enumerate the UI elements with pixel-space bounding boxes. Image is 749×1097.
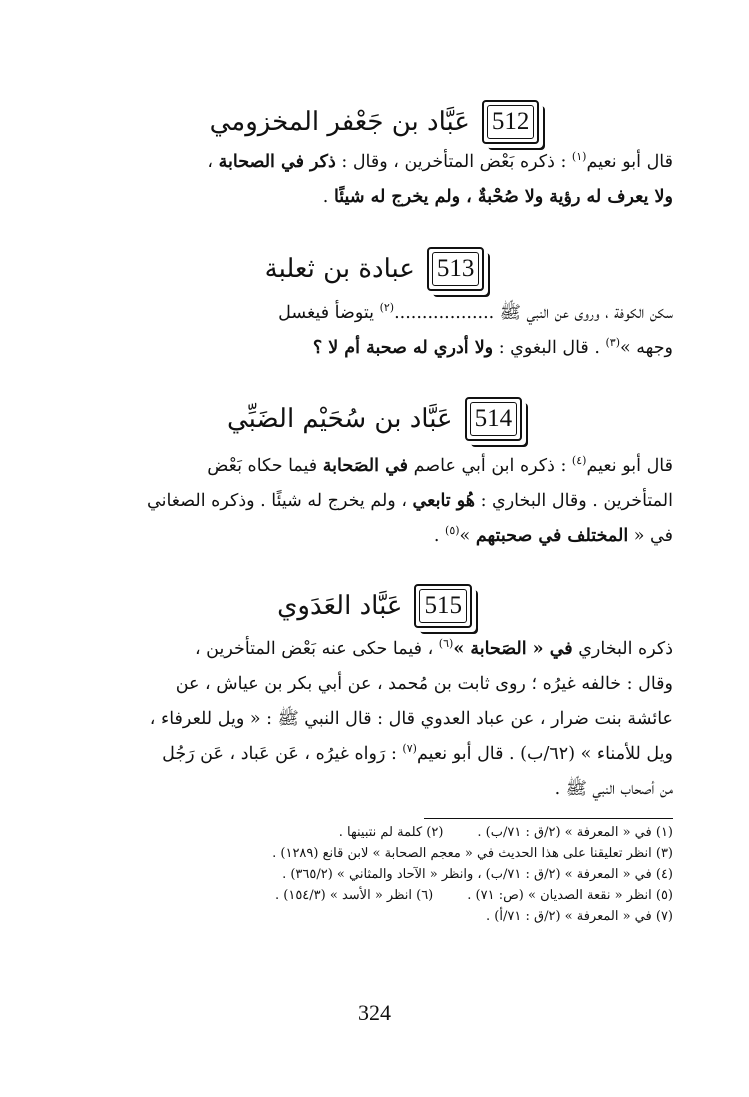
footnote: (١) في « المعرفة » (٢/ق : ٧١/ب) . xyxy=(477,825,673,840)
text-run: سكن الكوفة ، وروى عن النبي ﷺ .................. xyxy=(394,303,673,323)
entry-number-box: 515 xyxy=(414,584,472,628)
text-run: . xyxy=(322,187,334,207)
footnote: (٧) في « المعرفة » (٢/ق : ٧١/أ) . xyxy=(486,909,673,924)
bold-phrase: في الصَحابة xyxy=(322,456,409,476)
text-run: ، فيما حكى عنه بَعْض المتأخرين ، xyxy=(194,639,439,659)
text-line xyxy=(68,772,673,807)
footnote-line xyxy=(68,864,673,885)
footnote: (٢) كلمة لم نتبينها . xyxy=(338,825,444,840)
entry-number-box: 512 xyxy=(482,100,540,144)
bold-phrase: في « الصَحابة » xyxy=(453,639,573,659)
text-line xyxy=(68,296,673,331)
text-run: : ذكره ابن أبي عاصم xyxy=(408,456,572,476)
text-run: فيما حكاه بَعْض xyxy=(207,456,323,476)
text-run: ذكره البخاري xyxy=(572,639,673,659)
text-line xyxy=(68,519,673,554)
text-line xyxy=(68,484,673,519)
text-run: يتوضأ فيغسل xyxy=(278,303,380,323)
footnote-ref: (٣) xyxy=(605,336,620,350)
footnotes xyxy=(68,822,673,927)
page-number: 324 xyxy=(358,1000,391,1025)
text-run: قال أبو نعيم xyxy=(586,152,673,172)
footnote-ref: (١) xyxy=(571,150,587,164)
bold-phrase: هُو تابعي xyxy=(412,491,476,511)
text-line xyxy=(68,702,673,737)
text-run: . قال البغوي : xyxy=(493,338,606,358)
text-line xyxy=(68,145,673,180)
text-run: ويل للأمناء » (٦٢/ب) . قال أبو نعيم xyxy=(416,744,673,764)
footnote-line xyxy=(68,843,673,864)
footnote-line xyxy=(68,885,673,906)
entry-title: عَبَّاد بن سُحَيْم الضَبِّي xyxy=(226,404,453,434)
entry-title: عبادة بن ثعلبة xyxy=(264,254,415,284)
text-line xyxy=(68,737,673,772)
text-line xyxy=(68,449,673,484)
footnote-ref: (٤) xyxy=(571,454,587,468)
entry-heading-512 xyxy=(0,100,749,144)
bold-phrase: ولا يعرف له رؤية ولا صُحْبةٌ ، ولم يخرج له شيئًا xyxy=(333,187,673,207)
entry-body-512 xyxy=(68,145,673,215)
footnote: (٤) في « المعرفة » (٢/ق : ٧١/ب) ، وانظر « الآحاد والمثاني » (٣٦٥/٢) . xyxy=(282,867,673,882)
entry-number-box: 513 xyxy=(427,247,485,291)
text-run: ، ولم يخرج له شيئًا . وذكره الصغاني xyxy=(147,491,413,511)
text-line xyxy=(68,331,673,366)
text-run: : رَواه غيرُه ، عَن عَباد ، عَن رَجُل xyxy=(162,744,403,764)
text-run: وقال : خالفه غيرُه ؛ روى ثابت بن مُحمد ، عن أبي بكر بن عياش ، عن xyxy=(175,674,673,694)
text-run: وجهه » xyxy=(620,338,673,358)
entry-title: عَبَّاد بن جَعْفر المخزومي xyxy=(209,107,470,137)
bold-phrase: ذكر في الصحابة xyxy=(218,152,336,172)
footnote-ref: (٢) xyxy=(379,301,395,315)
footnote: (٦) انظر « الأسد » (١٥٤/٣) . xyxy=(275,888,434,903)
text-line xyxy=(68,667,673,702)
text-run: قال أبو نعيم xyxy=(586,456,673,476)
footnote-separator xyxy=(424,818,673,819)
text-run: : ذكره بَعْض المتأخرين ، وقال : xyxy=(335,152,572,172)
footnote: (٣) انظر تعليقنا على هذا الحديث في « معجم الصحابة » لابن قانع (١٢٨٩) . xyxy=(272,846,673,861)
entry-heading-514 xyxy=(0,397,749,441)
text-line xyxy=(68,180,673,215)
entry-body-513 xyxy=(68,296,673,366)
text-run: » xyxy=(459,526,476,546)
footnote-line xyxy=(68,906,673,927)
entry-heading-513 xyxy=(0,247,749,291)
text-run: المتأخرين . وقال البخاري : xyxy=(475,491,673,511)
footnote-ref: (٥) xyxy=(445,524,460,538)
bold-phrase: ولا أدري له صحبة أم لا ؟ xyxy=(312,338,494,358)
text-run: من أصحاب النبي ﷺ . xyxy=(554,779,673,799)
entry-number-box: 514 xyxy=(465,397,523,441)
entry-title: عَبَّاد العَدَوي xyxy=(277,591,403,621)
entry-body-515 xyxy=(68,632,673,807)
text-line xyxy=(68,632,673,667)
footnote-ref: (٧) xyxy=(402,742,417,756)
footnote-line xyxy=(68,822,673,843)
text-run: عائشة بنت ضرار ، عن عباد العدوي قال : قال النبي ﷺ : « ويل للعرفاء ، xyxy=(149,709,673,729)
text-run: . xyxy=(433,526,446,546)
entry-heading-515 xyxy=(0,584,749,628)
footnote-ref: (٦) xyxy=(438,637,454,651)
footnote: (٥) انظر « نقعة الصديان » (ص: ٧١) . xyxy=(467,888,673,903)
entry-body-514 xyxy=(68,449,673,554)
bold-phrase: المختلف في صحبتهم xyxy=(475,526,629,546)
text-run: ، xyxy=(207,152,219,172)
text-run: في « xyxy=(628,526,673,546)
